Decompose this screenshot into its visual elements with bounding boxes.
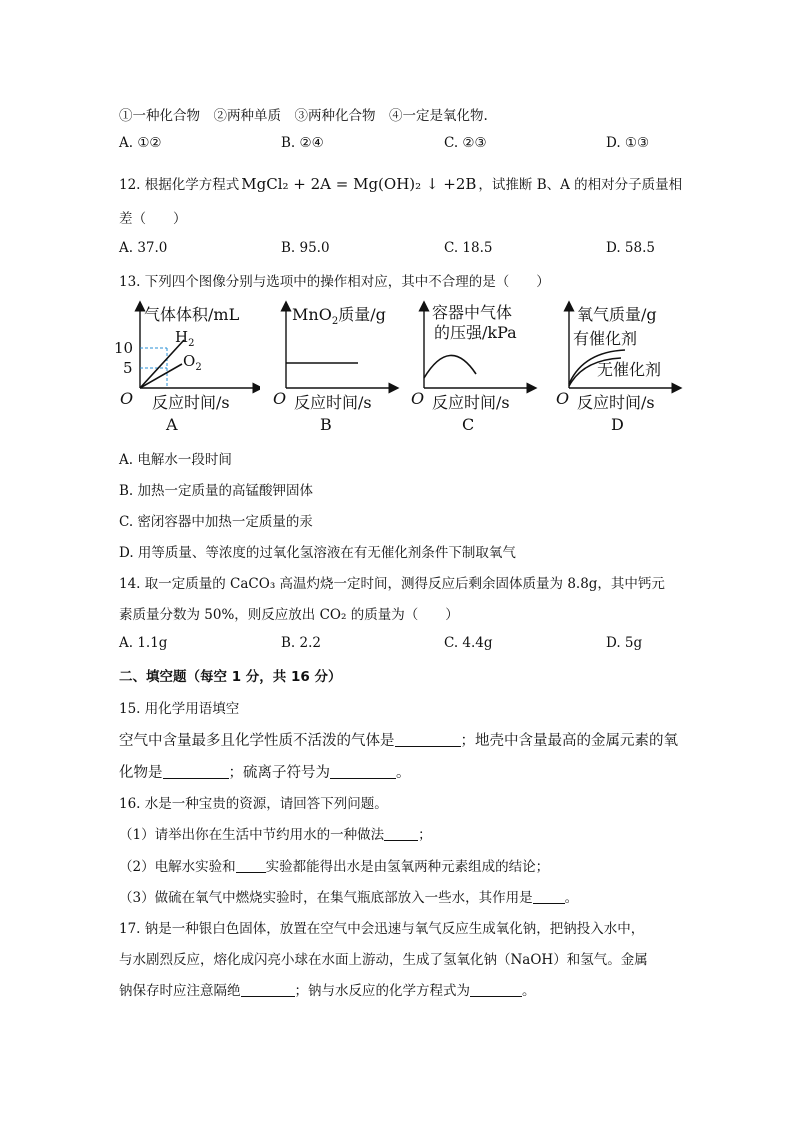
graph-a-h2-label: $H_2$: [175, 328, 195, 349]
section2-title: 二、填空题（每空 1 分，共 16 分）: [119, 669, 342, 685]
q12-option-d: D. 58.5: [606, 240, 655, 256]
q12-stem: [119, 173, 682, 193]
q15-line1-a: 空气中含量最多且化学性质不活泼的气体是: [119, 733, 395, 749]
graph-d: [553, 300, 683, 436]
graph-c-ylabel-1: 容器中气体: [432, 303, 513, 322]
q16-sub2-a: （2）电解水实验和: [119, 859, 236, 875]
q17-line3-a: 钠保存时应注意隔绝: [119, 983, 241, 999]
q12-stem-start: 12. 根据化学方程式: [119, 177, 240, 193]
q17-blank-2[interactable]: [470, 982, 522, 997]
q17-line3: [119, 979, 536, 999]
graph-d-ylabel: 氧气质量/g: [577, 305, 657, 324]
graph-b-xlabel: 反应时间/s: [294, 393, 372, 412]
q17-line1: 17. 钠是一种银白色固体，放置在空气中会迅速与氧气反应生成氧化钠，把钠投入水中，: [119, 921, 645, 937]
graph-a-h2-line: [140, 340, 184, 388]
q13-option-b: B. 加热一定质量的高锰酸钾固体: [119, 483, 314, 499]
q15-stem: 15. 用化学用语填空: [119, 701, 240, 717]
graph-a: [112, 300, 260, 436]
graph-d-curve2-label: 无催化剂: [597, 360, 662, 379]
graph-d-origin: O: [556, 389, 570, 408]
q13-option-c: C. 密闭容器中加热一定质量的汞: [119, 514, 313, 530]
q16-sub2: [119, 855, 549, 875]
graph-c-ylabel-2: 的压强/kPa: [434, 323, 517, 342]
graph-a-ylabel: 气体体积/mL: [144, 305, 240, 324]
q11-option-c: C. ②③: [444, 135, 487, 151]
q16-sub3: [119, 886, 578, 906]
graph-b-ylabel: MnO$_2$质量/g: [292, 305, 386, 327]
q16-blank-3[interactable]: [533, 889, 565, 904]
q14-option-b: B. 2.2: [281, 635, 321, 651]
q12-stem-end: ，试推断 B、A 的相对分子质量相: [478, 177, 683, 193]
q11-option-d: D. ①③: [606, 135, 650, 151]
q17-blank-1[interactable]: [241, 982, 295, 997]
q11-option-b: B. ②④: [281, 135, 324, 151]
q15-line2-b: ；硫离子符号为: [228, 765, 330, 781]
q12-equation: MgCl₂ + 2A = Mg(OH)₂ ↓ +2B: [241, 175, 477, 193]
graph-d-xlabel: 反应时间/s: [577, 393, 655, 412]
q16-sub1: [119, 823, 432, 843]
graph-b: [270, 300, 400, 436]
graph-a-tick-5: 5: [123, 359, 133, 377]
graph-a-origin: O: [120, 389, 134, 408]
q13-option-d: D. 用等质量、等浓度的过氧化氢溶液在有无催化剂条件下制取氧气: [119, 545, 516, 561]
q15-blank-1[interactable]: [395, 732, 461, 747]
graph-b-letter: B: [320, 415, 332, 434]
graph-c-letter: C: [462, 415, 475, 434]
graph-a-o2-label: $O_2$: [183, 352, 202, 373]
graph-c-xlabel: 反应时间/s: [432, 393, 510, 412]
q16-sub3-b: 。: [564, 890, 579, 906]
q15-blank-3[interactable]: [330, 764, 396, 779]
q15-line2: [119, 761, 411, 782]
q14-option-a: A. 1.1g: [119, 635, 168, 651]
q16-blank-1[interactable]: [384, 826, 418, 841]
q16-sub2-b: 实验都能得出水是由氢氧两种元素组成的结论；: [265, 859, 550, 875]
q15-line1: [119, 729, 678, 750]
q11-choices: ①一种化合物 ②两种单质 ③两种化合物 ④一定是氧化物.: [119, 108, 488, 124]
q17-line3-c: 。: [522, 983, 536, 999]
q17-line3-b: ；钠与水反应的化学方程式为: [294, 983, 470, 999]
graph-b-origin: O: [273, 389, 287, 408]
q16-blank-2[interactable]: [236, 858, 266, 873]
q16-sub1-b: ；: [418, 827, 432, 843]
q12-option-c: C. 18.5: [444, 240, 493, 256]
q14-option-d: D. 5g: [606, 635, 643, 651]
q14-stem-line2: 素质量分数为 50%，则反应放出 CO₂ 的质量为（ ）: [119, 607, 459, 623]
q16-sub1-a: （1）请举出你在生活中节约用水的一种做法: [119, 827, 385, 843]
q15-line2-a: 化物是: [119, 765, 163, 781]
q11-option-a: A. ①②: [119, 135, 162, 151]
graph-c-curve: [424, 355, 476, 378]
q15-line2-c: 。: [396, 765, 411, 781]
q12-option-b: B. 95.0: [281, 240, 330, 256]
q14-option-c: C. 4.4g: [444, 635, 493, 651]
q12-option-a: A. 37.0: [119, 240, 168, 256]
q16-stem: 16. 水是一种宝贵的资源，请回答下列问题。: [119, 796, 388, 812]
q13-option-a: A. 电解水一段时间: [119, 452, 232, 468]
graph-d-curve1-label: 有催化剂: [573, 329, 638, 348]
q15-line1-b: ；地壳中含量最高的金属元素的氧: [460, 733, 678, 749]
graph-a-tick-10: 10: [114, 339, 134, 357]
graph-c: [408, 300, 538, 436]
q13-stem: 13. 下列四个图像分别与选项中的操作相对应，其中不合理的是（ ）: [119, 274, 550, 290]
q16-sub3-a: （3）做硫在氧气中燃烧实验时，在集气瓶底部放入一些水，其作用是: [119, 890, 533, 906]
graph-d-letter: D: [611, 415, 624, 434]
graph-a-xlabel: 反应时间/s: [152, 393, 230, 412]
q14-stem-line1: 14. 取一定质量的 CaCO₃ 高温灼烧一定时间，测得反应后剩余固体质量为 8.8g，其中钙元: [119, 576, 665, 592]
q15-blank-2[interactable]: [163, 764, 229, 779]
graph-a-letter: A: [166, 415, 178, 434]
graph-c-origin: O: [411, 389, 425, 408]
q12-stem-line2: 差（ ）: [119, 211, 187, 227]
q17-line2: 与水剧烈反应，熔化成闪亮小球在水面上游动，生成了氢氧化钠（NaOH）和氢气。金属: [119, 952, 648, 968]
